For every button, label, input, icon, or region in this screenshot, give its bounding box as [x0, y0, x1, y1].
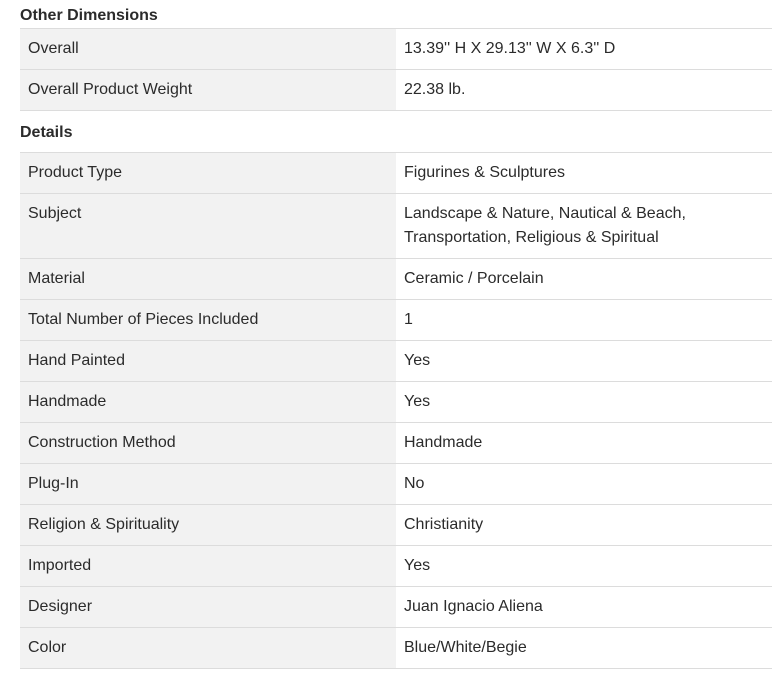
section-title-other-dimensions: Other Dimensions: [20, 7, 158, 24]
table-row: [20, 628, 772, 669]
spec-key: Construction Method: [20, 423, 396, 464]
spec-key: Product Type: [20, 153, 396, 194]
details-table: [20, 152, 772, 669]
spec-key: Plug-In: [20, 464, 396, 505]
spec-key: Subject: [20, 194, 396, 259]
other-dimensions-table: [20, 28, 772, 111]
spec-value: Handmade: [396, 423, 772, 464]
spec-value: Yes: [396, 546, 772, 587]
table-row: [20, 341, 772, 382]
table-row: [20, 464, 772, 505]
spec-key: Imported: [20, 546, 396, 587]
table-row: [20, 505, 772, 546]
spec-value: 13.39'' H X 29.13'' W X 6.3'' D: [396, 29, 772, 70]
spec-value: 22.38 lb.: [396, 70, 772, 111]
spec-value: Juan Ignacio Aliena: [396, 587, 772, 628]
table-row: [20, 259, 772, 300]
table-row: [20, 153, 772, 194]
table-row: [20, 587, 772, 628]
table-row: [20, 194, 772, 259]
table-row: [20, 70, 772, 111]
spec-value: 1: [396, 300, 772, 341]
table-row: [20, 382, 772, 423]
spec-value: Ceramic / Porcelain: [396, 259, 772, 300]
spec-key: Color: [20, 628, 396, 669]
spec-key: Material: [20, 259, 396, 300]
spec-key: Handmade: [20, 382, 396, 423]
spec-key: Religion & Spirituality: [20, 505, 396, 546]
spec-key: Overall: [20, 29, 396, 70]
spec-value: Yes: [396, 341, 772, 382]
spec-key: Designer: [20, 587, 396, 628]
section-title-details: Details: [20, 124, 73, 141]
spec-key: Hand Painted: [20, 341, 396, 382]
spec-value: Yes: [396, 382, 772, 423]
spec-key: Overall Product Weight: [20, 70, 396, 111]
spec-value: Landscape & Nature, Nautical & Beach, Transportation, Religious & Spiritual: [396, 194, 772, 259]
spec-value: Christianity: [396, 505, 772, 546]
table-row: [20, 423, 772, 464]
spec-value: No: [396, 464, 772, 505]
spec-value: Blue/White/Begie: [396, 628, 772, 669]
table-row: [20, 300, 772, 341]
product-specifications: [20, 0, 772, 669]
spec-value: Figurines & Sculptures: [396, 153, 772, 194]
spec-key: Total Number of Pieces Included: [20, 300, 396, 341]
table-row: [20, 546, 772, 587]
table-row: [20, 29, 772, 70]
